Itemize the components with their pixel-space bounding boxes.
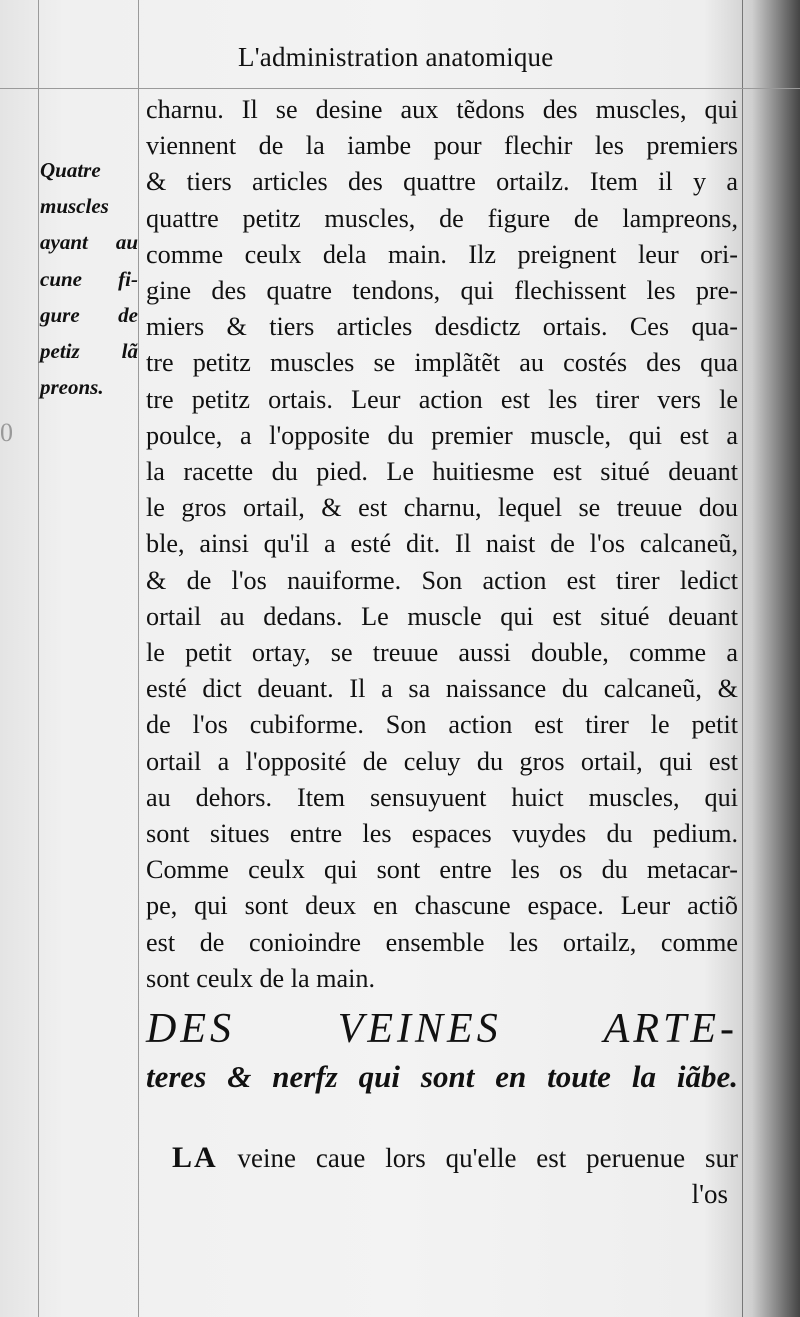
text-line: quattre petitz muscles, de figure de lampreons,	[146, 203, 738, 233]
opening-line	[172, 1140, 738, 1176]
marginal-line: Quatre	[40, 158, 101, 182]
marginal-line: muscles	[40, 194, 109, 219]
text-line: ortail a l'opposité de celuy du gros ortail, qui est	[146, 746, 738, 776]
text-line: charnu. Il se desine aux tẽdons des muscles, qui	[146, 95, 738, 124]
opening-text: veine caue lors qu'elle est peruenue sur	[217, 1143, 738, 1173]
text-line: au dehors. Item sensuyuent huict muscles, qui	[146, 782, 738, 812]
marginal-line: ayant au	[40, 230, 138, 255]
section-heading-line1: DES VEINES ARTE-	[146, 1006, 738, 1052]
initial-letters: LA	[172, 1141, 218, 1174]
text-line: sont situes entre les espaces vuydes du pedium.	[146, 819, 738, 849]
text-line: comme ceulx dela main. Ilz preignent leur ori-	[146, 239, 738, 269]
text-line: la racette du pied. Le huitiesme est situé deuant	[146, 457, 738, 487]
margin-mark: 0	[0, 418, 13, 447]
marginal-line: preons.	[40, 375, 104, 400]
text-line: tre petitz ortais. Leur action est les tirer vers le	[146, 384, 738, 414]
text-line: miers & tiers articles desdictz ortais. Ces qua-	[146, 312, 738, 342]
text-line: ble, ainsi qu'il a esté dit. Il naist de l'os calcaneũ,	[146, 529, 738, 559]
text-line: esté dict deuant. Il a sa naissance du calcaneũ, &	[146, 674, 738, 704]
catchword: l'os	[691, 1179, 728, 1209]
margin-rule-right	[742, 0, 743, 1317]
text-line: pe, qui sont deux en chascune espace. Leur actiõ	[146, 891, 738, 921]
running-head: L'administration anatomique	[238, 42, 554, 72]
section-heading	[146, 1003, 738, 1099]
text-line: de l'os cubiforme. Son action est tirer le petit	[146, 710, 738, 740]
text-line: & tiers articles des quattre ortailz. Item il y a	[146, 167, 738, 197]
text-line: Comme ceulx qui sont entre les os du metacar-	[146, 855, 738, 885]
text-line: le gros ortail, & est charnu, lequel se treuue dou	[146, 493, 738, 523]
text-line: ortail au dedans. Le muscle qui est situé deuant	[146, 601, 738, 631]
marginal-line: gure de	[40, 302, 138, 327]
margin-rule-gutter	[138, 0, 139, 1317]
text-line: viennent de la iambe pour flechir les premiers	[146, 131, 738, 161]
text-line: poulce, a l'opposite du premier muscle, qui est a	[146, 420, 738, 450]
header-rule	[0, 88, 800, 89]
margin-rule-left	[38, 0, 39, 1317]
marginal-note	[40, 152, 138, 405]
text-line: le petit ortay, se treuue aussi double, comme a	[146, 638, 738, 668]
text-line: sont ceulx de la main.	[146, 963, 376, 993]
marginal-line: cune fi-	[40, 266, 138, 291]
text-line: gine des quatre tendons, qui flechissent les pre-	[146, 276, 738, 306]
text-line: tre petitz muscles se implãtẽt au costés des qua	[146, 348, 738, 378]
text-line: est de conioindre ensemble les ortailz, comme	[146, 927, 738, 957]
text-line: & de l'os nauiforme. Son action est tirer ledict	[146, 565, 738, 595]
marginal-line: petiz lã	[40, 339, 138, 364]
section-heading-line2: teres & nerfz qui sont en toute la iãbe.	[146, 1059, 738, 1094]
body-text	[146, 92, 738, 997]
